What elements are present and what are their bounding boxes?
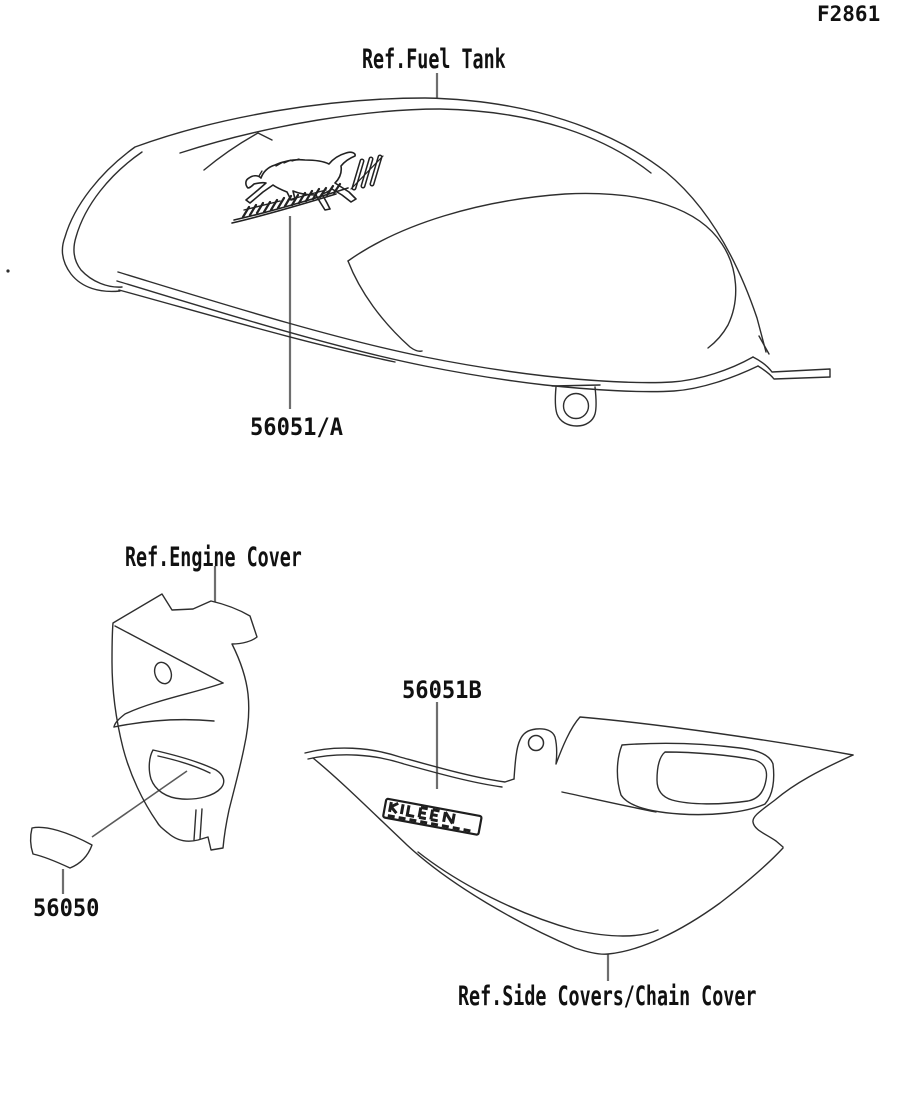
numeral-bars	[351, 156, 383, 189]
label-ref-side-covers: Ref.Side Covers/Chain Cover	[458, 981, 757, 1012]
reference-dot	[6, 269, 9, 272]
fuel-tank-drawing	[6, 98, 830, 426]
model-name-badge-decal	[383, 799, 482, 835]
leader-decal-position	[92, 771, 187, 837]
engine-cover-drawing	[112, 594, 257, 850]
label-ref-fuel-tank: Ref.Fuel Tank	[362, 44, 506, 75]
label-ref-engine-cover: Ref.Engine Cover	[125, 542, 302, 573]
running-horse-logo-decal	[232, 152, 383, 223]
figure-code: F2861	[817, 2, 881, 26]
label-part-56051A: 56051/A	[250, 413, 344, 441]
side-cover-drawing	[305, 717, 853, 954]
leader-lines	[63, 73, 608, 981]
engine-cover-decal-56050	[31, 827, 92, 868]
label-part-56050: 56050	[33, 894, 100, 922]
label-part-56051B: 56051B	[402, 676, 482, 704]
